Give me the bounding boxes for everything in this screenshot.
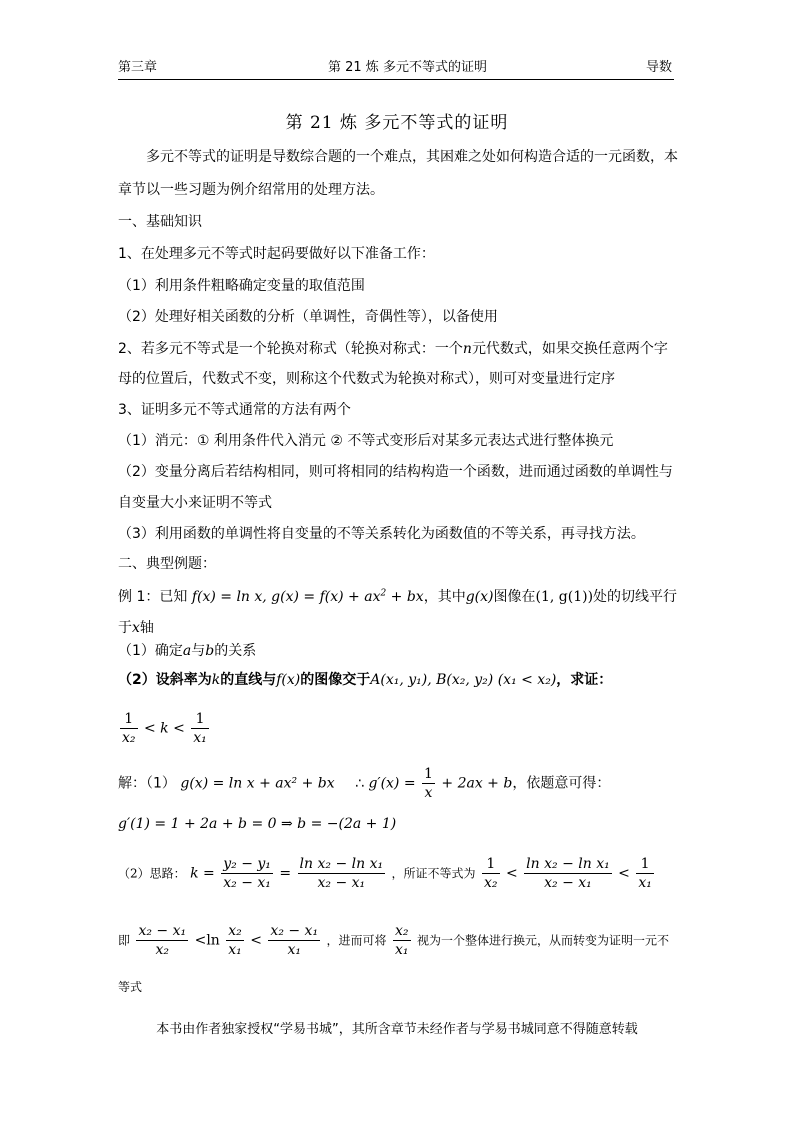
points-ab: A(x₁, y₁), B(x₂, y₂) (x₁ < x₂) [370,672,557,688]
example-1-question-2: （2）设斜率为k的直线与f(x)的图像交于A(x₁, y₁), B(x₂, y₂) (x₁ < x₂)，求证： [118,672,613,688]
example-1-prefix: 例 1：已知 [118,589,188,605]
fraction-x2-over-x1: $\frac{\text{x₂}}{\text{x₁}}$ [228,923,242,958]
fraction-1-over-x2: $\frac{1}{\text{x₂}}$ [122,711,136,746]
example-1-gx: g(x) [465,589,494,605]
fraction-dlnx-dx-b: $\frac{\text{ln x₂ − ln x₁}}{\text{x₂ − x₁}}$ [526,856,610,891]
example-1-function-def: f(x) = ln x, $g(x) = f(x) + ax^2$ + bx [191,588,424,605]
header-topic: 导数 [645,60,672,75]
function-f: f(x) [276,672,301,688]
solution-part-3: 即 $\frac{\text{x₂ − x₁}}{\text{x₂}}$ <ln $\frac{\text{x₂}}{\text{x₁}}$ < $\frac{\text{x₂ − x₁}}{\text{x₁}}$ ，进而可将 $\frac{\text{x₂}}{\text{x₁}}$ 视为一个整体进行换元，从而转变为证明一元不 [118,923,669,958]
item-2-line-1 [118,338,668,358]
page-title: 第 21 炼 多元不等式的证明 [285,113,509,133]
example-1-point: (1, g(1)) [535,589,594,605]
var-a: a [182,643,192,659]
example-1-suffix: 处的切线平行 [593,589,678,605]
fraction-dx-over-x1: $\frac{\text{x₂ − x₁}}{\text{x₁}}$ [270,923,319,958]
item-2-text-b: 元代数式，如果交换任意两个字 [471,341,668,357]
var-b: b [205,643,215,659]
fraction-x2-over-x1-b: $\frac{\text{x₂}}{\text{x₁}}$ [395,923,409,958]
var-n: n [462,341,472,357]
item-1-sub-2: （2）处理好相关函数的分析（单调性，奇偶性等），以备使用 [118,309,498,325]
solution-label: 解：（1） [118,775,176,792]
example-1-line-1 [118,586,677,606]
page-header [118,56,674,78]
section-heading-basics: 一、基础知识 [118,214,202,230]
copyright-footer: 本书由作者独家授权“学易书城”，其所含章节未经作者与学易书城同意不得随意转载 [156,1022,638,1037]
item-3-sub-3: （3）利用函数的单调性将自变量的不等关系转化为函数值的不等关系，再寻找方法。 [118,526,645,542]
item-1-heading: 1、在处理多元不等式时起码要做好以下准备工作： [118,246,435,262]
example-1-mid2: 图像在 [493,589,536,605]
fraction-1-over-x2-b: $\frac{1}{\text{x₂}}$ [484,856,498,891]
header-divider [118,79,674,80]
fraction-dy-dx: $\frac{\text{y₂ − y₁}}{\text{x₂ − x₁}}$ [223,856,271,891]
var-x: x [132,620,140,636]
solution-part-1: 解：（1） g(x) = ln x + ax² + bx ∴ g′(x) = $\frac{1}{x}$ + 2ax + b，依题意可得： [118,766,611,801]
example-1-mid: ，其中 [423,589,466,605]
fraction-dx-over-x2: $\frac{\text{x₂ − x₁}}{\text{x₂}}$ [138,923,187,958]
item-3-heading: 3、证明多元不等式通常的方法有两个 [118,402,351,418]
g-derivative-at-1: g′(1) = 1 + 2a + b = 0 ⇒ b = −(2a + 1) [118,816,397,832]
item-3-sub-1: （1）消元：① 利用条件代入消元 ② 不等式变形后对某多元表达式进行整体换元 [118,433,614,449]
item-2-text-a: 2、若多元不等式是一个轮换对称式（轮换对称式：一个 [118,341,463,357]
fraction-1-over-x1: $\frac{1}{\text{x₁}}$ [193,711,207,746]
header-chapter: 第三章 [118,60,158,75]
item-1-sub-1: （1）利用条件粗略确定变量的取值范围 [118,278,365,294]
fraction-1-over-x1-b: $\frac{1}{\text{x₁}}$ [638,856,652,891]
intro-line-1: 多元不等式的证明是导数综合题的一个难点，其困难之处如何构造合适的一元函数，本 [146,149,678,165]
item-2-line-2: 母的位置后，代数式不变，则称这个代数式为轮换对称式），则可对变量进行定序 [118,371,615,387]
g-derivative: g′(x) = [368,775,416,792]
solution-part-3-end: 等式 [118,980,143,994]
intro-line-2: 章节以一些习题为例介绍常用的处理方法。 [118,182,384,198]
item-3-sub-2a: （2）变量分离后若结构相同，则可将相同的结构构造一个函数，进而通过函数的单调性与 [118,464,673,480]
example-1-question-1: （1）确定a与b的关系 [118,643,257,659]
fraction-1-over-x: $\frac{1}{x}$ [424,766,433,801]
section-heading-examples: 二、典型例题： [118,556,216,572]
item-3-sub-2b: 自变量大小来证明不等式 [118,495,272,511]
fraction-dlnx-dx: $\frac{\text{ln x₂ − ln x₁}}{\text{x₂ − x₁}}$ [299,856,384,891]
solution-part-2: （2）思路： k = $\frac{\text{y₂ − y₁}}{\text{x₂ − x₁}}$ = $\frac{\text{ln x₂ − ln x₁}}{\text{x₂ − x₁}}$ ，所证不等式为 $\frac{1}{\text{x₂}}$ < $\frac{\text{ln x₂ − ln x₁}}{\text{x₂ − x₁}}$ < $\frac{1}{\text{x₁}}$ [118,856,652,891]
header-section: 第 21 炼 多元不等式的证明 [328,60,487,75]
example-1-target-inequality: $\frac{1}{\text{x₂}}$ < k < $\frac{1}{\text{x₁}}$ [122,711,207,746]
g-expression: g(x) = ln x + ax² + bx [180,775,335,792]
example-1-line-2: 于x轴 [118,620,154,636]
var-k: k [211,672,221,688]
